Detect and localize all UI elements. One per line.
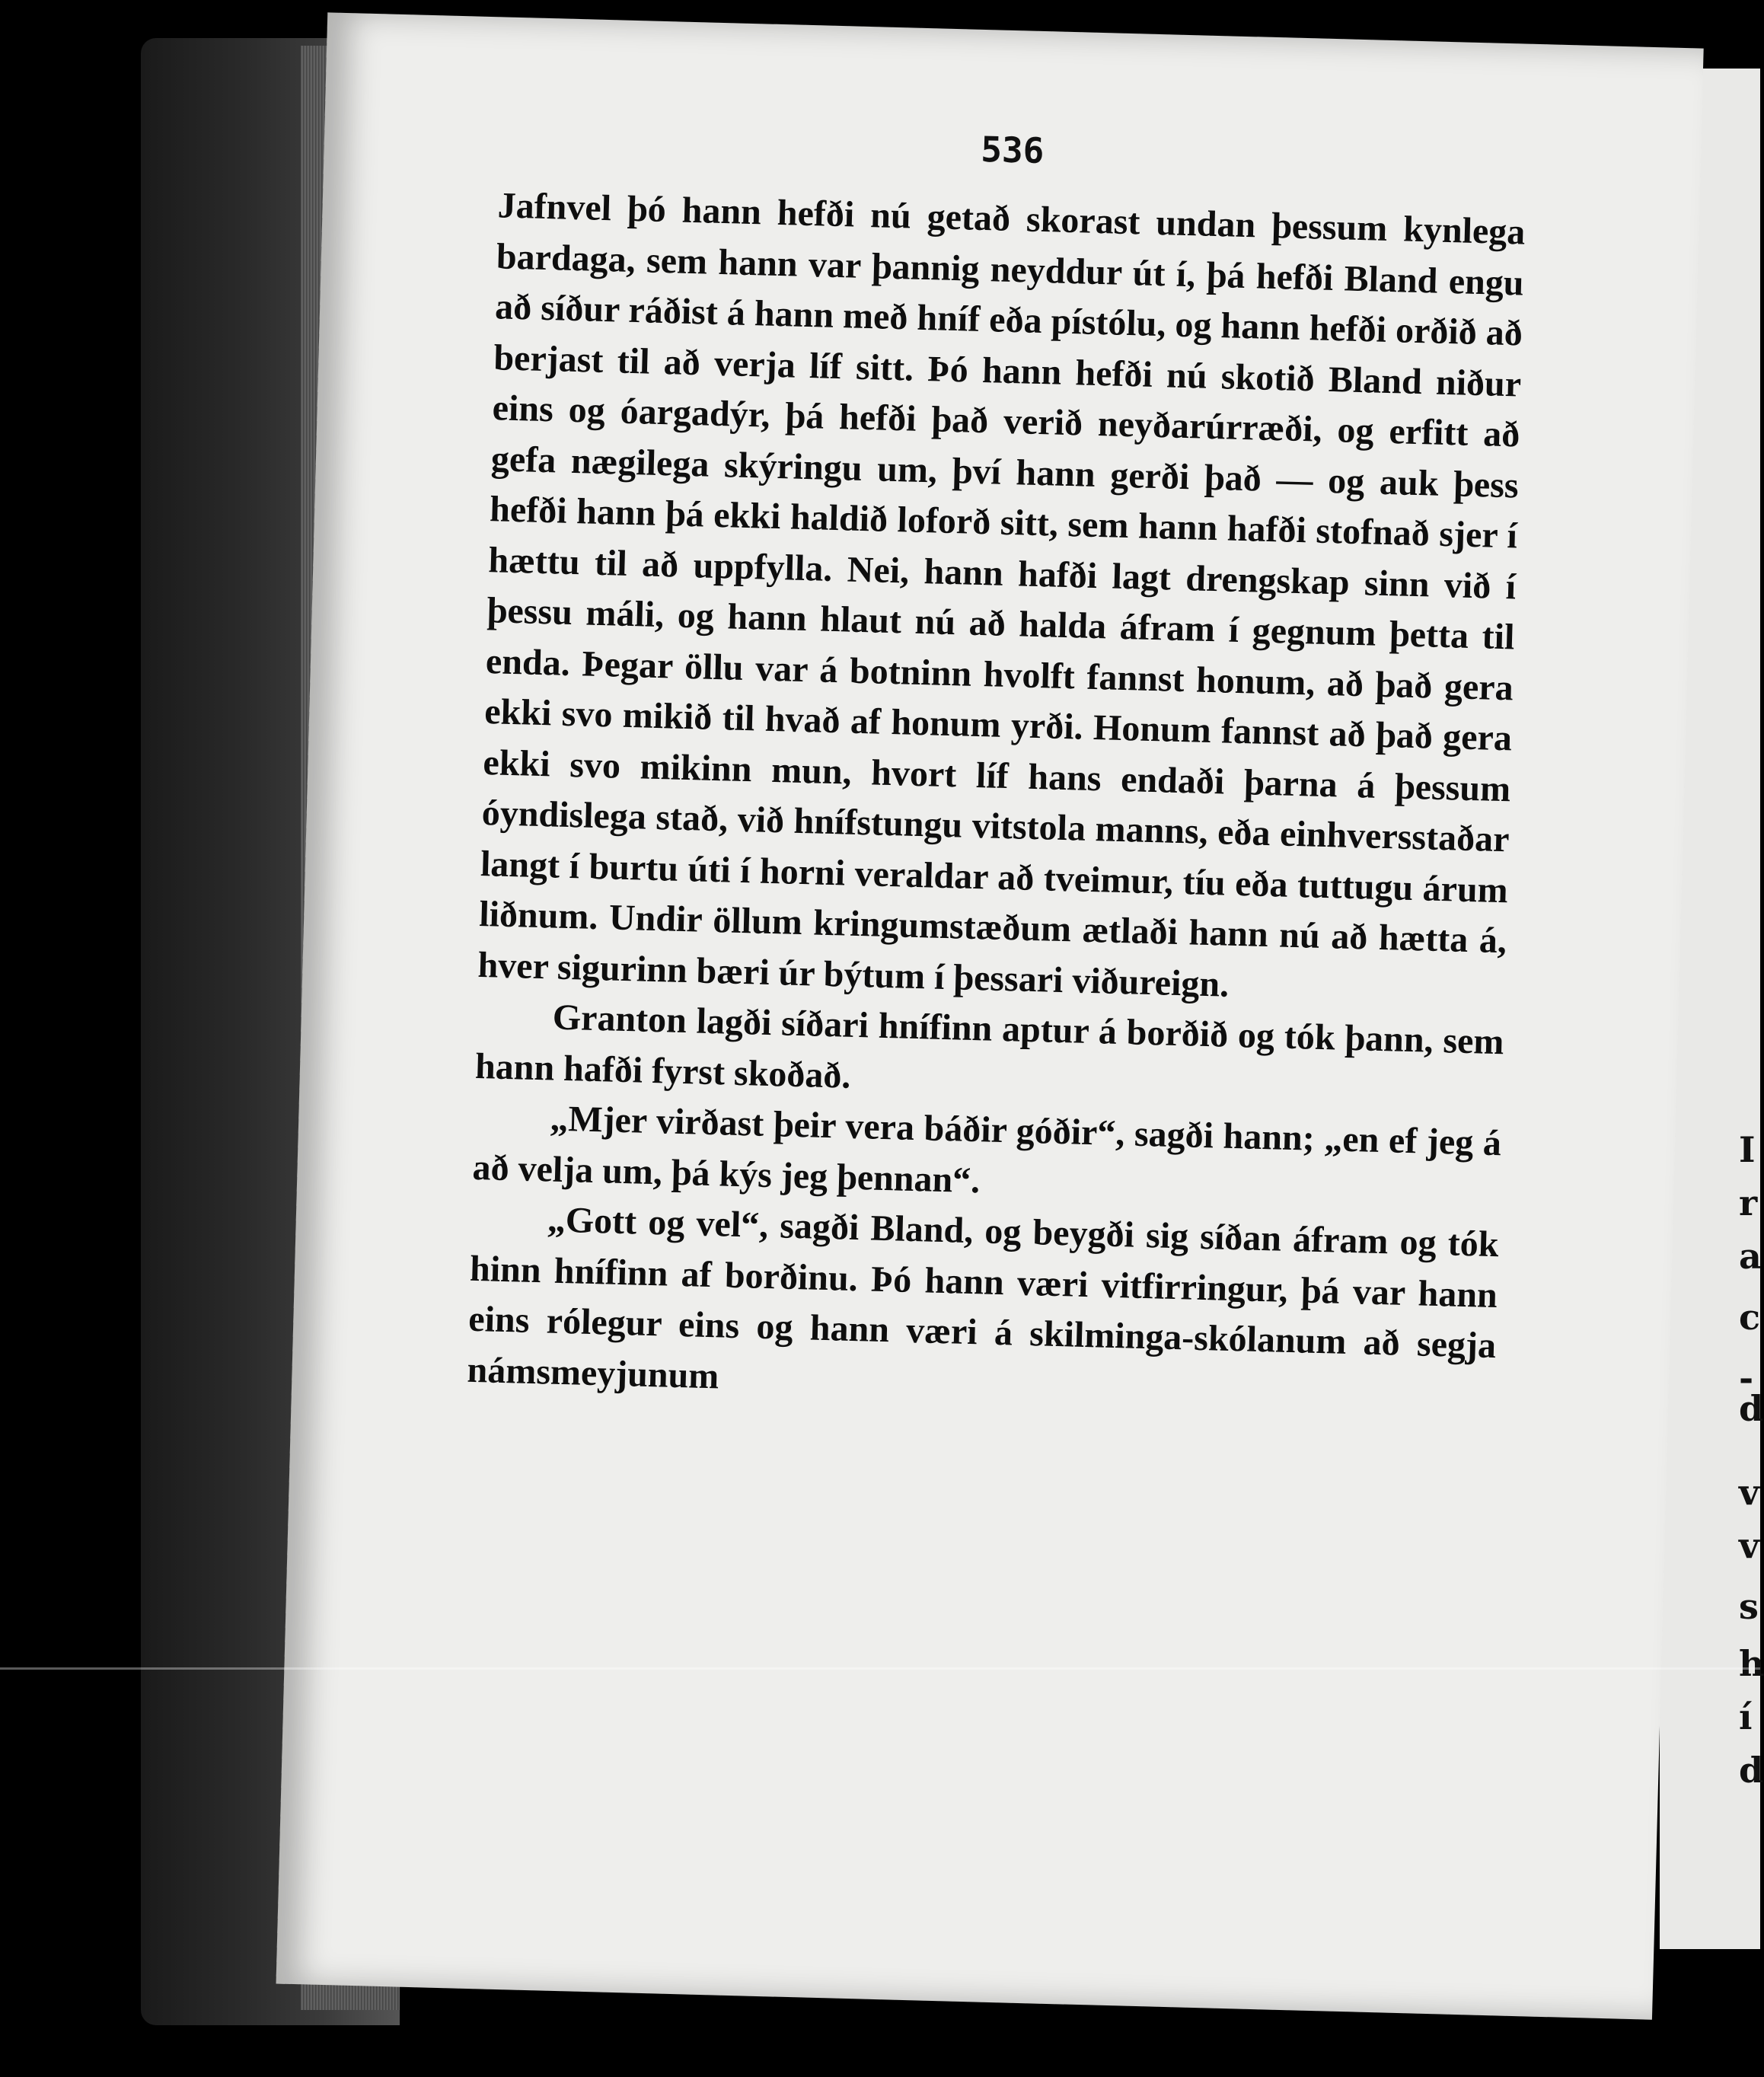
paragraph: „Gott og vel“, sagði Bland, og beygði sig síðan áfram og tók hinn hnífinn af borðinu. Þó hann væri vitfirringur, þá var hann eins rólegur eins og hann væri á skilminga-skólanum að segja námsmeyjunum (467, 1199, 1500, 1396)
scan-artifact-line (0, 1667, 1760, 1670)
facing-page-fragment: v (1739, 1525, 1759, 1566)
paragraph: Granton lagði síðari hnífinn aptur á borðið og tók þann, sem hann hafði fyrst skoðað. (474, 997, 1505, 1096)
paragraph: „Mjer virðast þeir vera báðir góðir“, sagði hann; „en ef jeg á að velja um, þá kýs jeg þennan“. (471, 1098, 1502, 1201)
facing-page-fragment: I (1739, 1129, 1756, 1170)
page-number: 536 (980, 128, 1045, 172)
facing-page-fragment: s (1739, 1586, 1759, 1627)
page-text (467, 180, 1526, 1422)
facing-page-fragment: -d (1739, 1358, 1764, 1429)
book-page (276, 12, 1704, 2019)
facing-page-fragment: r (1739, 1182, 1758, 1224)
facing-page-fragment: h (1739, 1643, 1764, 1684)
facing-page-fragment: c (1739, 1297, 1761, 1338)
facing-page-fragment: í (1739, 1696, 1753, 1737)
facing-page-fragment: d (1739, 1750, 1764, 1791)
facing-page-fragment: v (1739, 1472, 1759, 1513)
facing-page-fragment: a (1739, 1236, 1762, 1277)
paragraph: Jafnvel þó hann hefði nú getað skorast undan þessum kynlega bardaga, sem hann var þannig neyddur út í, þá hefði Bland engu að síður ráðist á hann með hníf eða pístólu, og hann hefði orðið að berjast til að verja líf sitt. Þó hann hefði nú skotið Bland niður eins og óargadýr, þá hefði það verið neyðarúrræði, og erfitt að gefa nægilega skýringu um, því hann gerði það — og auk þess hefði hann þá ekki haldið loforð sitt, sem hann hafði stofnað sjer í hættu til að uppfylla. Nei, hann hafði lagt drengskap sinn við í þessu máli, og hann hlaut nú að halda áfram í gegnum þetta til enda. Þegar öllu var á botninn hvolft fannst honum, að það gera ekki svo mikið til hvað af honum yrði. Honum fannst að það gera ekki svo mikinn mun, hvort líf hans endaði þarna á þessum óyndislega stað, við hnífstungu vitstola manns, eða einhversstaðar langt í burtu úti í horni veraldar að tveimur, tíu eða tuttugu árum liðnum. Undir öllum kringumstæðum ætlaði hann nú að hætta á, hver sigurinn bæri úr býtum í þessari viðureign. (477, 185, 1526, 1005)
